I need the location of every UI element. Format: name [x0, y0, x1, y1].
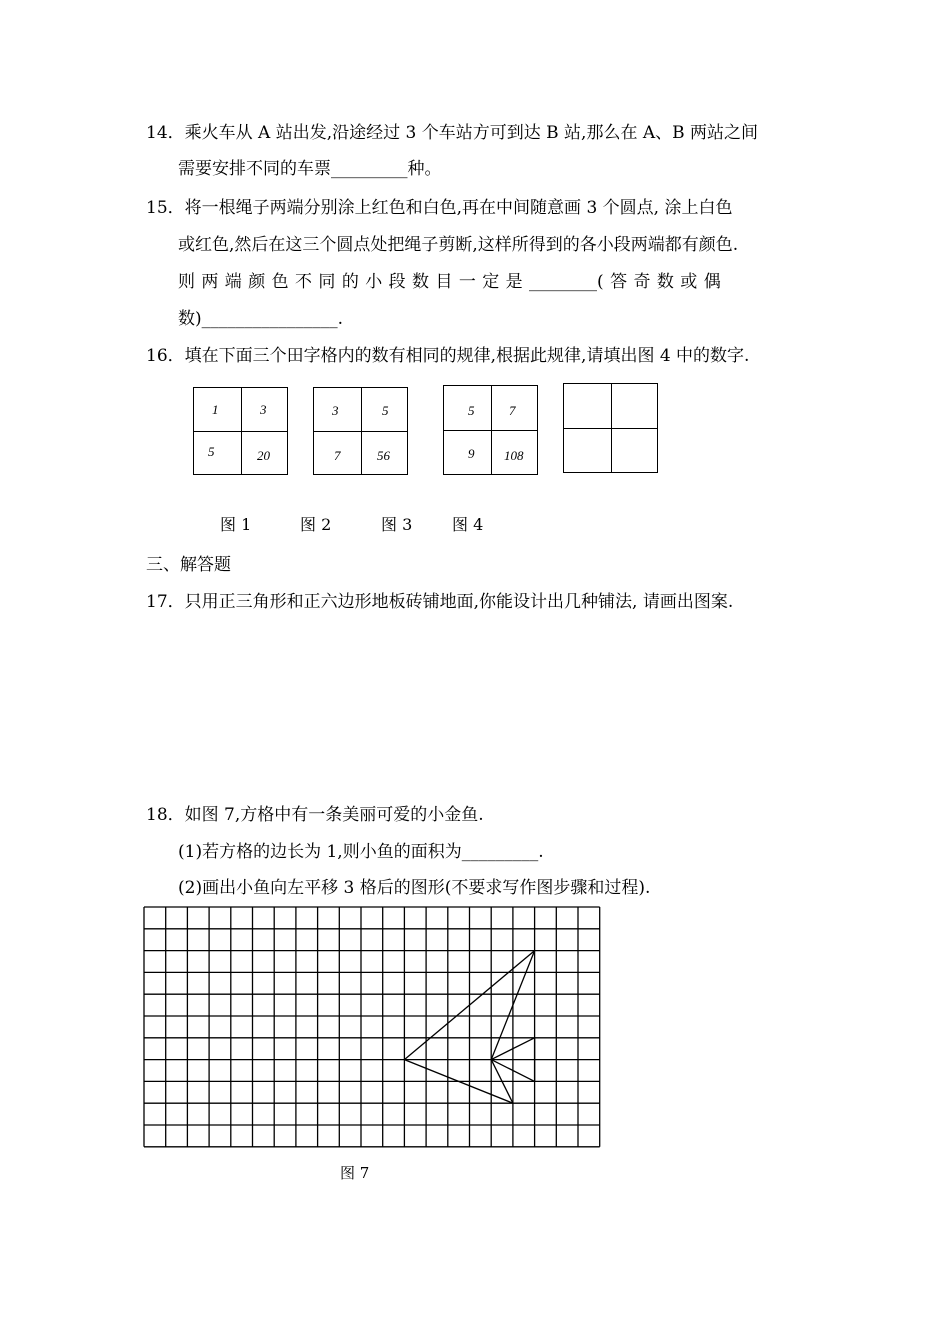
caption-fig2: 图 2: [300, 515, 332, 534]
cell: 5: [208, 444, 215, 459]
cell: 1: [212, 402, 219, 417]
q15-line4: 数)________________.: [178, 309, 344, 329]
caption-fig7: 图 7: [340, 1164, 370, 1182]
cell: 3: [260, 402, 267, 417]
q14-line1: 14．乘火车从 A 站出发,沿途经过 3 个车站方可到达 B 站,那么在 A、B 两站之间: [146, 123, 759, 143]
cell: 3: [332, 403, 339, 418]
square-grid-with-fish: [140, 903, 605, 1153]
grid-figure-4-blank: [563, 383, 658, 473]
q18-line3: (2)画出小鱼向左平移 3 格后的图形(不要求写作图步骤和过程).: [178, 878, 651, 898]
cell: 5: [468, 403, 475, 418]
q15-line3: 则 两 端 颜 色 不 同 的 小 段 数 目 一 定 是 ________( 答 奇 数 或 偶: [178, 272, 721, 292]
section-heading: 三、解答题: [146, 555, 231, 575]
q16-text: 16．填在下面三个田字格内的数有相同的规律,根据此规律,请填出图 4 中的数字.: [146, 346, 750, 366]
cell: 7: [509, 403, 516, 418]
q18-line2: (1)若方格的边长为 1,则小鱼的面积为_________.: [178, 842, 544, 862]
q17-text: 17．只用正三角形和正六边形地板砖铺地面,你能设计出几种铺法, 请画出图案.: [146, 592, 734, 612]
cell: 108: [504, 448, 524, 463]
cell: 9: [468, 446, 475, 461]
grid-figure-3: [443, 385, 538, 475]
q15-line2: 或红色,然后在这三个圆点处把绳子剪断,这样所得到的各小段两端都有颜色.: [178, 235, 739, 255]
grid-figure-2: [313, 387, 408, 475]
cell: 7: [334, 448, 341, 463]
cell: 5: [382, 403, 389, 418]
caption-fig1: 图 1: [220, 515, 252, 534]
q18-line1: 18．如图 7,方格中有一条美丽可爱的小金鱼.: [146, 805, 484, 825]
q14-line2: 需要安排不同的车票_________种。: [178, 159, 442, 179]
cell: 56: [377, 448, 390, 463]
grid-figure-1: [193, 387, 288, 475]
caption-fig3: 图 3: [381, 515, 413, 534]
cell: 20: [257, 448, 270, 463]
q15-line1: 15．将一根绳子两端分别涂上红色和白色,再在中间随意画 3 个圆点, 涂上白色: [146, 198, 733, 218]
caption-fig4: 图 4: [452, 515, 484, 534]
